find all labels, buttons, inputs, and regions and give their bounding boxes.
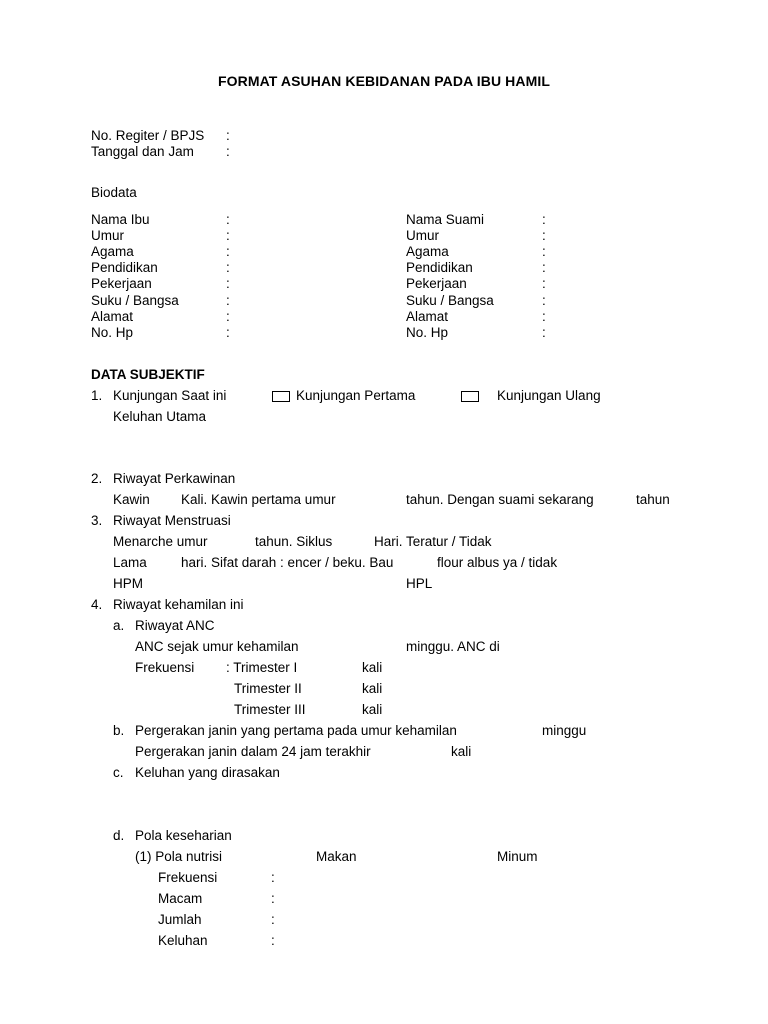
perkawinan-label: Riwayat Perkawinan xyxy=(113,471,236,486)
anc-di-label: minggu. ANC di xyxy=(406,639,500,654)
keluhan-dirasakan-label: Keluhan yang dirasakan xyxy=(135,765,280,780)
kali-label: kali xyxy=(362,660,383,675)
colon: : xyxy=(226,324,230,340)
biodata-ibu-label: Suku / Bangsa xyxy=(91,292,179,308)
flour-albus-label: flour albus ya / tidak xyxy=(437,555,558,570)
kunjungan-label: Kunjungan Saat ini xyxy=(113,388,227,403)
colon: : xyxy=(226,308,230,324)
colon: : xyxy=(226,260,230,276)
colon: : xyxy=(542,228,546,244)
pola-nutrisi-label: (1) Pola nutrisi xyxy=(135,849,223,864)
sifat-darah-label: hari. Sifat darah : encer / beku. Bau xyxy=(181,555,394,570)
biodata-ibu-label: No. Hp xyxy=(91,324,134,340)
minum-label: Minum xyxy=(497,849,538,864)
sub-letter: c. xyxy=(113,765,124,780)
colon: : xyxy=(271,891,275,906)
sub-letter: b. xyxy=(113,723,125,738)
kali-label: kali xyxy=(362,702,383,717)
biodata-ibu-label: Pendidikan xyxy=(91,260,158,276)
biodata-ibu-label: Umur xyxy=(91,228,124,244)
colon: : xyxy=(542,260,546,276)
nutrisi-row-label: Keluhan xyxy=(158,933,208,948)
nutrisi-row-label: Frekuensi xyxy=(158,870,218,885)
minggu-label: minggu xyxy=(542,723,587,738)
nutrisi-row-label: Macam xyxy=(158,891,203,906)
kehamilan-label: Riwayat kehamilan ini xyxy=(113,597,244,612)
biodata-suami-label: Alamat xyxy=(406,308,449,324)
kali-label: kali xyxy=(362,681,383,696)
frekuensi-label: Frekuensi xyxy=(135,660,195,675)
kunjungan-ulang-label: Kunjungan Ulang xyxy=(497,388,601,403)
kunjungan-pertama-label: Kunjungan Pertama xyxy=(296,388,416,403)
pergerakan-24-jam-label: Pergerakan janin dalam 24 jam terakhir xyxy=(135,744,371,759)
riwayat-anc-label: Riwayat ANC xyxy=(135,618,215,633)
hpm-label: HPM xyxy=(113,576,143,591)
colon: : xyxy=(542,212,546,227)
colon: : xyxy=(226,244,230,260)
colon: : xyxy=(226,212,230,227)
colon: : xyxy=(542,324,546,340)
tahun-label: tahun xyxy=(636,492,670,507)
trimester-1-label: : Trimester I xyxy=(226,660,298,675)
colon: : xyxy=(542,276,546,292)
colon: : xyxy=(226,144,230,159)
colon: : xyxy=(226,276,230,292)
subjektif-heading: DATA SUBJEKTIF xyxy=(91,367,205,382)
trimester-3-label: Trimester III xyxy=(234,702,306,717)
page-title: FORMAT ASUHAN KEBIDANAN PADA IBU HAMIL xyxy=(218,73,550,89)
item-number: 3. xyxy=(91,513,103,528)
biodata-suami-label: Nama Suami xyxy=(406,212,485,227)
colon: : xyxy=(271,870,275,885)
kawin-label: Kawin xyxy=(113,492,150,507)
keluhan-utama-label: Keluhan Utama xyxy=(113,409,207,424)
sub-letter: a. xyxy=(113,618,125,633)
item-number: 1. xyxy=(91,388,103,403)
colon: : xyxy=(542,308,546,324)
colon: : xyxy=(542,292,546,308)
makan-label: Makan xyxy=(316,849,357,864)
trimester-2-label: Trimester II xyxy=(234,681,302,696)
colon: : xyxy=(226,128,230,143)
item-number: 4. xyxy=(91,597,103,612)
checkbox-kunjungan-pertama[interactable] xyxy=(272,391,290,402)
biodata-suami-label: Pekerjaan xyxy=(406,276,467,292)
date-label: Tanggal dan Jam xyxy=(91,144,194,159)
biodata-suami-label: Suku / Bangsa xyxy=(406,292,494,308)
menstruasi-label: Riwayat Menstruasi xyxy=(113,513,231,528)
colon: : xyxy=(271,933,275,948)
biodata-ibu-label: Pekerjaan xyxy=(91,276,152,292)
pola-keseharian-label: Pola keseharian xyxy=(135,828,232,843)
kawin-pertama-label: Kali. Kawin pertama umur xyxy=(181,492,336,507)
register-label: No. Regiter / BPJS xyxy=(91,128,205,143)
biodata-suami-label: No. Hp xyxy=(406,324,449,340)
biodata-ibu-label: Alamat xyxy=(91,308,134,324)
lama-label: Lama xyxy=(113,555,147,570)
anc-sejak-label: ANC sejak umur kehamilan xyxy=(135,639,299,654)
biodata-ibu-label: Agama xyxy=(91,244,134,260)
suami-sekarang-label: tahun. Dengan suami sekarang xyxy=(406,492,594,507)
biodata-suami-label: Pendidikan xyxy=(406,260,473,276)
colon: : xyxy=(271,912,275,927)
biodata-suami-label: Agama xyxy=(406,244,449,260)
item-number: 2. xyxy=(91,471,103,486)
siklus-label: tahun. Siklus xyxy=(255,534,333,549)
kali-label: kali xyxy=(451,744,472,759)
biodata-heading: Biodata xyxy=(91,185,137,200)
checkbox-kunjungan-ulang[interactable] xyxy=(461,391,479,402)
colon: : xyxy=(226,228,230,244)
teratur-label: Hari. Teratur / Tidak xyxy=(374,534,492,549)
menarche-label: Menarche umur xyxy=(113,534,208,549)
colon: : xyxy=(226,292,230,308)
biodata-ibu-label: Nama Ibu xyxy=(91,212,150,227)
biodata-suami-label: Umur xyxy=(406,228,439,244)
colon: : xyxy=(542,244,546,260)
sub-letter: d. xyxy=(113,828,125,843)
hpl-label: HPL xyxy=(406,576,433,591)
nutrisi-row-label: Jumlah xyxy=(158,912,202,927)
pergerakan-pertama-label: Pergerakan janin yang pertama pada umur kehamilan xyxy=(135,723,457,738)
